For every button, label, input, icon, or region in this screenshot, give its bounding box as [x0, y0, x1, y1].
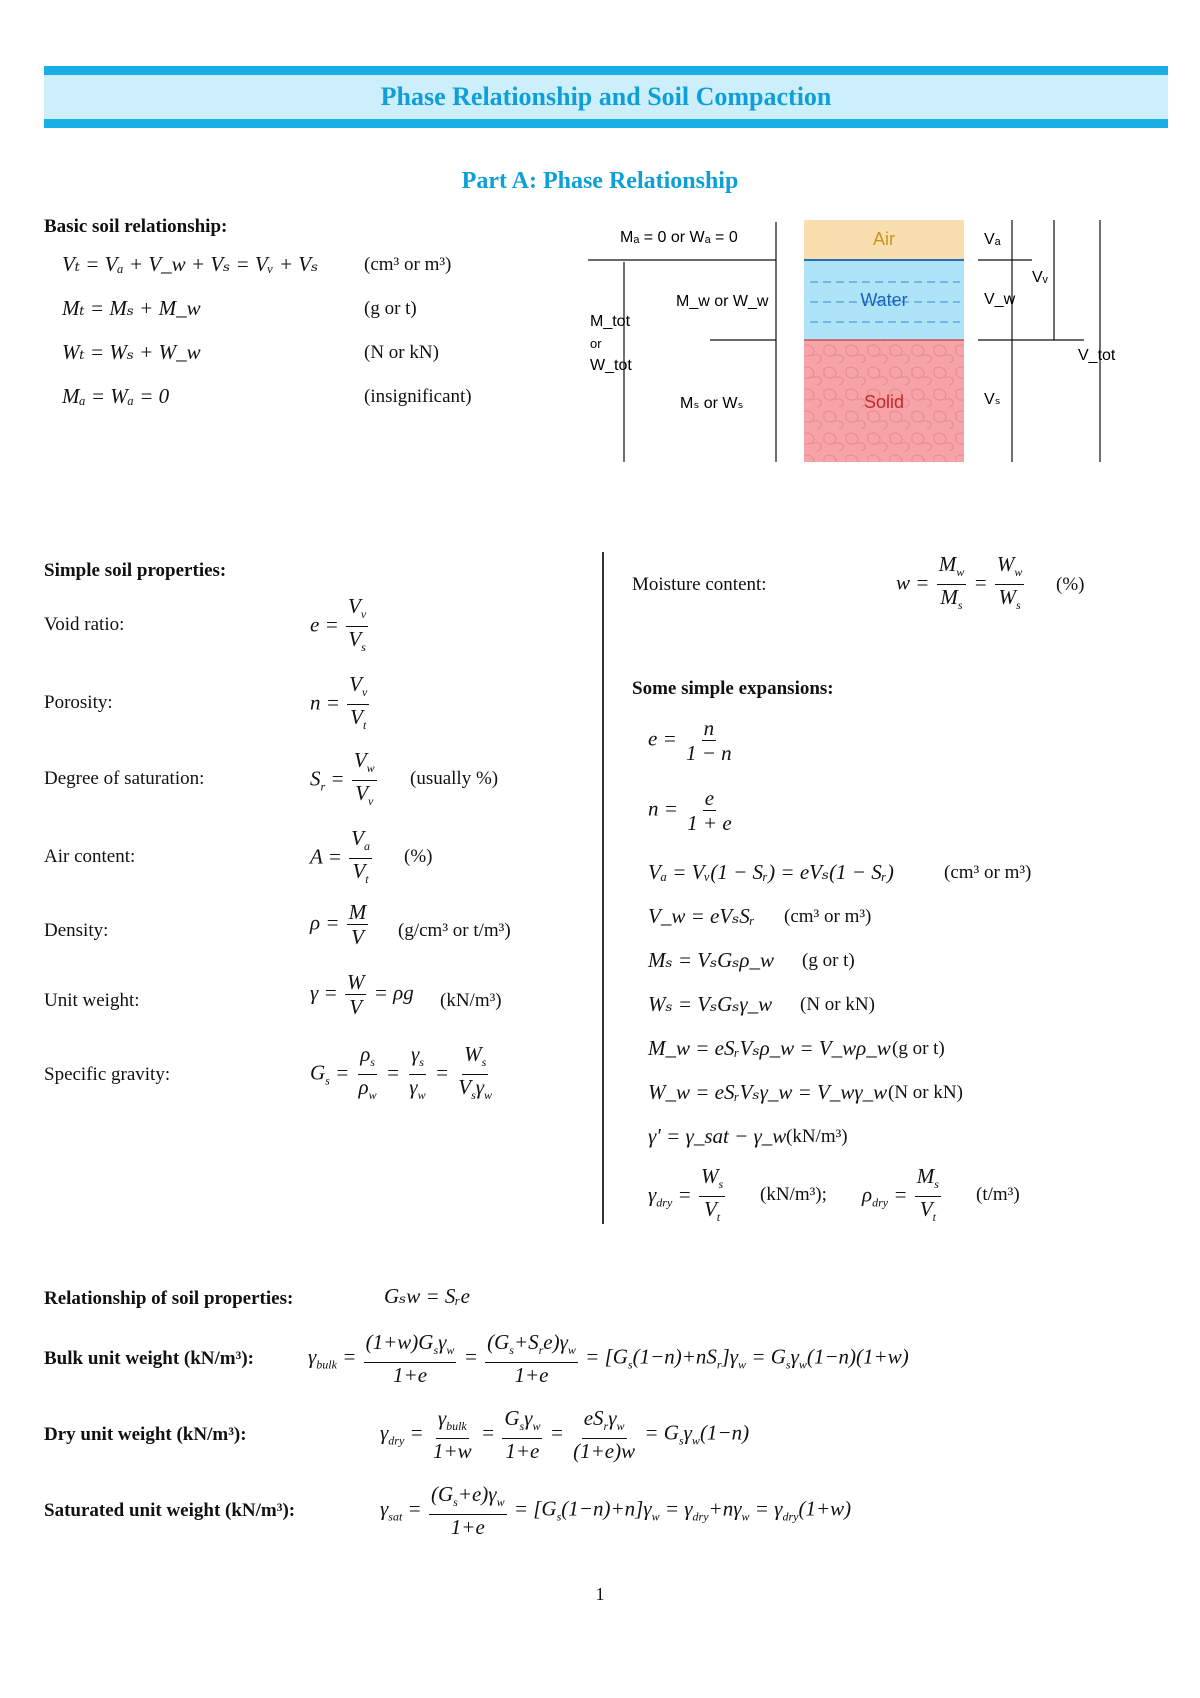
air-label: Air: [873, 229, 895, 249]
expansions-heading: Some simple expansions:: [632, 678, 834, 699]
eq-air-mass: Mₐ = Wₐ = 0: [62, 384, 170, 408]
moisture-formula: w = $\frac{M_w}{M_s}$ = $\frac{W_w}{W_s}$: [896, 552, 1023, 613]
density-unit: (g/cm³ or t/m³): [398, 920, 511, 941]
expansion-vw-unit: (cm³ or m³): [784, 906, 872, 927]
unit-insignificant: (insignificant): [364, 386, 472, 407]
ma-label: Mₐ = 0 or Wₐ = 0: [620, 229, 738, 246]
porosity-formula: n = $\frac{V_v}{V_t}$: [310, 672, 368, 733]
ms-label: Mₛ or Wₛ: [680, 395, 744, 412]
expansion-e: e = $\frac{n}{1 - n}$: [648, 716, 732, 765]
expansion-rho-dry: $\rho_{dry}$ = $\frac{M_s}{V_t}$: [862, 1164, 939, 1225]
vs-label: Vₛ: [984, 391, 1001, 408]
void-ratio-label: Void ratio:: [44, 614, 125, 635]
expansion-mw: M_w = eSᵣVₛρ_w = V_wρ_w: [648, 1036, 891, 1060]
sat-formula: $\gamma_{sat}$ = $\frac{(G_s+e)\gamma_w}{1+e}$ = $[G_s(1-n)+n]\gamma_w = \gamma_{dry}+n\gamma_w = \gamma_{dry}(1+w)$: [380, 1482, 852, 1540]
vtot-label: V_tot: [1078, 347, 1116, 364]
basic-heading: Basic soil relationship:: [44, 216, 228, 237]
unit-weight-label: Unit weight:: [44, 990, 140, 1011]
expansion-rho-dry-unit: (t/m³): [976, 1184, 1020, 1205]
unit-weight-basic: (N or kN): [364, 342, 439, 363]
title-banner: [44, 66, 1168, 128]
va-label: Vₐ: [984, 231, 1001, 248]
eq-total-volume: Vₜ = Vₐ + V_w + Vₛ = Vᵥ + Vₛ: [62, 252, 319, 276]
relationship-eq: Gₛw = Sᵣe: [384, 1284, 470, 1308]
solid-label: Solid: [863, 392, 905, 412]
saturation-formula: $S_r$ = $\frac{V_w}{V_v}$: [310, 748, 375, 809]
expansion-va: Vₐ = Vᵥ(1 − Sᵣ) = eVₛ(1 − Sᵣ): [648, 860, 894, 884]
specific-gravity-formula: $G_s$ = $\frac{\rho_s}{\rho_w}$ = $\frac{\gamma_s}{\gamma_w}$ = $\frac{W_s}{V_s\gamma_w}$: [310, 1042, 493, 1103]
porosity-label: Porosity:: [44, 692, 113, 713]
air-content-unit: (%): [404, 846, 433, 867]
void-ratio-formula: e = $\frac{V_v}{V_s}$: [310, 594, 367, 655]
vw-label: V_w: [984, 291, 1016, 308]
simple-heading: Simple soil properties:: [44, 560, 227, 581]
density-formula: ρ = $\frac{M}{V}$: [310, 900, 367, 949]
expansion-ww-unit: (N or kN): [888, 1082, 963, 1103]
unit-volume: (cm³ or m³): [364, 254, 452, 275]
eq-total-mass: Mₜ = Mₛ + M_w: [62, 296, 201, 320]
water-label: Water: [860, 290, 908, 310]
eq-total-weight: Wₜ = Wₛ + W_w: [62, 340, 201, 364]
specific-gravity-label: Specific gravity:: [44, 1064, 171, 1085]
unit-weight-unit: (kN/m³): [440, 990, 502, 1011]
air-content-formula: A = $\frac{V_a}{V_t}$: [310, 826, 370, 887]
saturation-label: Degree of saturation:: [44, 768, 205, 789]
bulk-heading: Bulk unit weight (kN/m³):: [44, 1348, 254, 1369]
mtot-or: or: [590, 336, 602, 351]
expansion-ww: W_w = eSᵣVₛγ_w = V_wγ_w: [648, 1080, 888, 1104]
expansion-va-unit: (cm³ or m³): [944, 862, 1032, 883]
expansion-ms-unit: (g or t): [802, 950, 855, 971]
air-content-label: Air content:: [44, 846, 136, 867]
dry-formula: $\gamma_{dry}$ = $\frac{\gamma_{bulk}}{1+w}$ = $\frac{G_s\gamma_w}{1+e}$ = $\frac{eS_r\gamma_w}{(1+e)w}$ = $G_s\gamma_w(1-n)$: [380, 1406, 750, 1464]
moisture-label: Moisture content:: [632, 574, 767, 595]
expansion-mw-unit: (g or t): [892, 1038, 945, 1059]
phase-diagram: [580, 210, 1120, 472]
expansion-ws: Wₛ = VₛGₛγ_w: [648, 992, 773, 1016]
expansion-gamma-prime: γ′ = γ_sat − γ_w: [648, 1124, 787, 1148]
document-title: Phase Relationship and Soil Compaction: [380, 82, 832, 111]
part-a-title: Part A: Phase Relationship: [461, 168, 739, 194]
mw-label: M_w or W_w: [676, 293, 769, 310]
expansion-vw: V_w = eVₛSᵣ: [648, 904, 755, 928]
bulk-formula: $\gamma_{bulk}$ = $\frac{(1+w)G_s\gamma_w}{1+e}$ = $\frac{(G_s+S_re)\gamma_w}{1+e}$ = $[G_s(1-n)+nS_r]\gamma_w = G_s\gamma_w(1-n)(1+w)$: [308, 1330, 909, 1388]
dry-heading: Dry unit weight (kN/m³):: [44, 1424, 247, 1445]
page-number: 1: [595, 1584, 605, 1604]
column-divider: [602, 552, 604, 1224]
wtot-label: W_tot: [590, 357, 632, 374]
saturation-unit: (usually %): [410, 768, 499, 789]
mtot-label: M_tot: [590, 313, 631, 330]
expansion-gamma-dry: $\gamma_{dry}$ = $\frac{W_s}{V_t}$: [648, 1164, 724, 1225]
relationship-heading: Relationship of soil properties:: [44, 1288, 294, 1309]
expansion-n: n = $\frac{e}{1 + e}$: [648, 786, 732, 835]
expansion-ws-unit: (N or kN): [800, 994, 875, 1015]
unit-mass: (g or t): [364, 298, 417, 319]
expansion-gamma-prime-unit: (kN/m³): [786, 1126, 848, 1147]
expansion-gamma-dry-unit: (kN/m³);: [760, 1184, 827, 1205]
density-label: Density:: [44, 920, 109, 941]
vv-label: Vᵥ: [1032, 269, 1048, 286]
unit-weight-formula: γ = $\frac{W}{V}$ = ρg: [310, 970, 414, 1019]
sat-heading: Saturated unit weight (kN/m³):: [44, 1500, 296, 1521]
expansion-ms: Mₛ = VₛGₛρ_w: [648, 948, 774, 972]
moisture-unit: (%): [1056, 574, 1085, 595]
